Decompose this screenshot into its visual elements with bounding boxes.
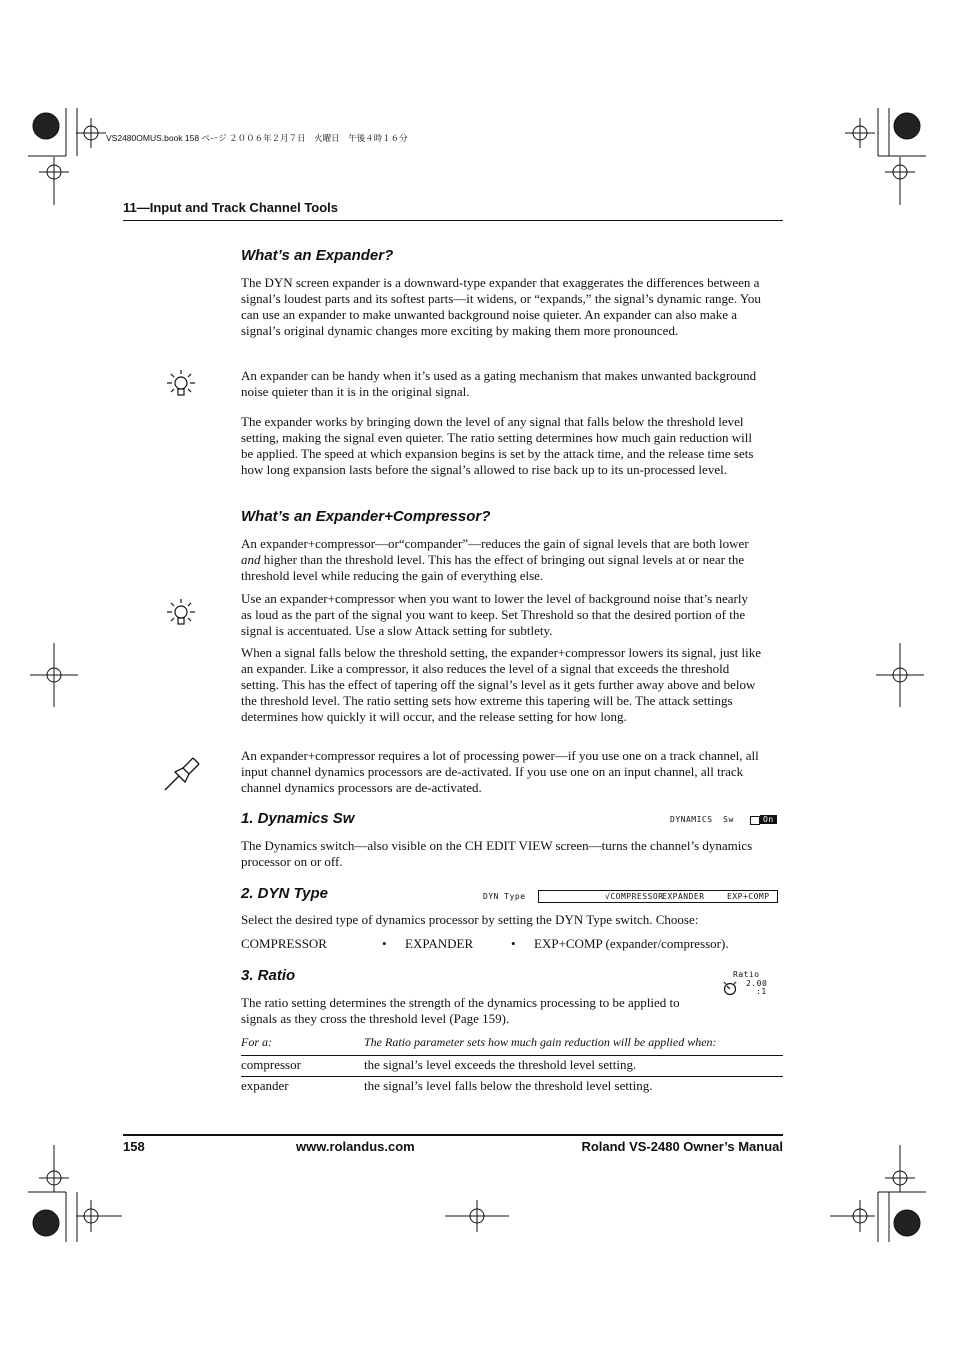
section-title-ratio: 3. Ratio [241, 967, 296, 984]
choice-expander: EXPANDER [405, 936, 474, 951]
dyn-type-paragraph: Select the desired type of dynamics processor by setting the DYN Type switch. Choose: [241, 912, 699, 927]
lcd-dyn-type-label: DYN Type [483, 892, 526, 901]
section-title-expander-compressor: What’s an Expander+Compressor? [241, 508, 491, 525]
running-head: 11—Input and Track Channel Tools [123, 200, 339, 215]
lcd-dyn-type-field [538, 890, 778, 903]
table-row [241, 1077, 783, 1097]
lightbulb-icon [166, 368, 196, 402]
table-cell: expander [241, 1078, 289, 1093]
lcd-dynamics-sw-label: DYNAMICS Sw [670, 815, 734, 824]
expander-tip: An expander can be handy when it’s used as a gating mechanism that makes unwanted background noise quieter than it is in the original signal. [241, 368, 757, 399]
lightbulb-icon [166, 597, 196, 631]
section-title-expander: What’s an Expander? [241, 247, 394, 264]
dynamics-sw-paragraph: The Dynamics switch—also visible on the CH EDIT VIEW screen—turns the channel’s dynamics processor on or off. [241, 838, 753, 869]
table-header-cell: The Ratio parameter sets how much gain reduction will be applied when: [364, 1035, 717, 1049]
page-number: 158 [123, 1139, 145, 1154]
lcd-dynamics-sw-state: On [760, 815, 777, 824]
header-rule [123, 220, 783, 221]
lcd-toggle-box [750, 816, 760, 825]
choice-bullet: • [382, 936, 387, 951]
table-cell: compressor [241, 1057, 301, 1072]
choice-compressor: COMPRESSOR [241, 936, 327, 951]
ratio-table [241, 1035, 783, 1097]
table-header-row [241, 1035, 783, 1055]
table-header-cell: For a: [241, 1035, 272, 1049]
pushpin-icon [163, 756, 201, 792]
expander-paragraph-1: The DYN screen expander is a downward-type expander that exaggerates the differences between a signal’s loudest parts and its softest parts—it widens, or “expands,” the signal’s dynamic range. You can use an expander to make unwanted background noise quieter. An expander can also make a signal’s original dynamic changes more exciting by making them more pronounced. [241, 275, 761, 338]
lcd-option-expander: EXPANDER [662, 892, 705, 901]
lcd-option-exp-comp: EXP+COMP [727, 892, 770, 901]
section-title-dynamics-sw: 1. Dynamics Sw [241, 810, 355, 827]
table-cell: the signal’s level falls below the threshold level setting. [364, 1078, 653, 1093]
expcomp-tip: Use an expander+compressor when you want to lower the level of background noise that’s nearly as loud as the part of the signal you want to keep. Set Threshold so that the desired portion of the signal is accentuated. Use a slow Attack setting for subtlety. [241, 591, 748, 638]
expcomp-note: An expander+compressor requires a lot of processing power—if you use one on a track channel, all input channel dynamics processors are de-activated. If you use one on an input channel, all track channel dynamics processors are de-activated. [241, 748, 759, 795]
lcd-ratio-value: 2.00 [746, 979, 768, 988]
expander-paragraph-2: The expander works by bringing down the level of any signal that falls below the threshold level setting, making the signal even quieter. The ratio setting determines how much gain reduction will be applied. The speed at which expansion begins is set by the attack time, and the release time sets how long expansion lasts before the signal’s allowed to rise back up to its un-processed level. [241, 414, 754, 477]
footer-manual-title: Roland VS-2480 Owner’s Manual [581, 1139, 783, 1154]
footer-url[interactable]: www.rolandus.com [296, 1139, 415, 1154]
knob-icon [722, 980, 738, 996]
print-header: VS2480OMUS.book 158 ページ ２００６年２月７日 火曜日 午後４時１６分 [106, 133, 408, 143]
lcd-ratio-label: Ratio [733, 970, 760, 979]
choice-exp-comp: EXP+COMP (expander/compressor). [534, 936, 729, 951]
choice-bullet: • [511, 936, 516, 951]
ratio-paragraph: The ratio setting determines the strength of the dynamics processing to be applied to signals as they cross the threshold level (Page 159). [241, 995, 680, 1026]
table-row [241, 1056, 783, 1076]
lcd-option-compressor: √COMPRESSOR [605, 892, 664, 901]
footer-rule [123, 1134, 783, 1136]
expcomp-paragraph-2: When a signal falls below the threshold setting, the expander+compressor lowers its signal, just like an expander. Like a compressor, it also reduces the level of a signal that exceeds the threshold setting. This has the effect of tapering off the signal’s level as it gets further away above and below the threshold level. The ratio setting sets how extreme this tapering will be. The attack settings determines how quickly it will occur, and the release setting for how long. [241, 645, 761, 724]
lcd-ratio-unit: :1 [756, 987, 767, 996]
section-title-dyn-type: 2. DYN Type [241, 885, 328, 902]
table-cell: the signal’s level exceeds the threshold level setting. [364, 1057, 637, 1072]
expcomp-paragraph-1: An expander+compressor—or“compander”—reduces the gain of signal levels that are both lower and higher than the threshold level. This has the effect of bringing out signal levels at or near the threshold level while reducing the gain of everything else. [241, 536, 749, 583]
